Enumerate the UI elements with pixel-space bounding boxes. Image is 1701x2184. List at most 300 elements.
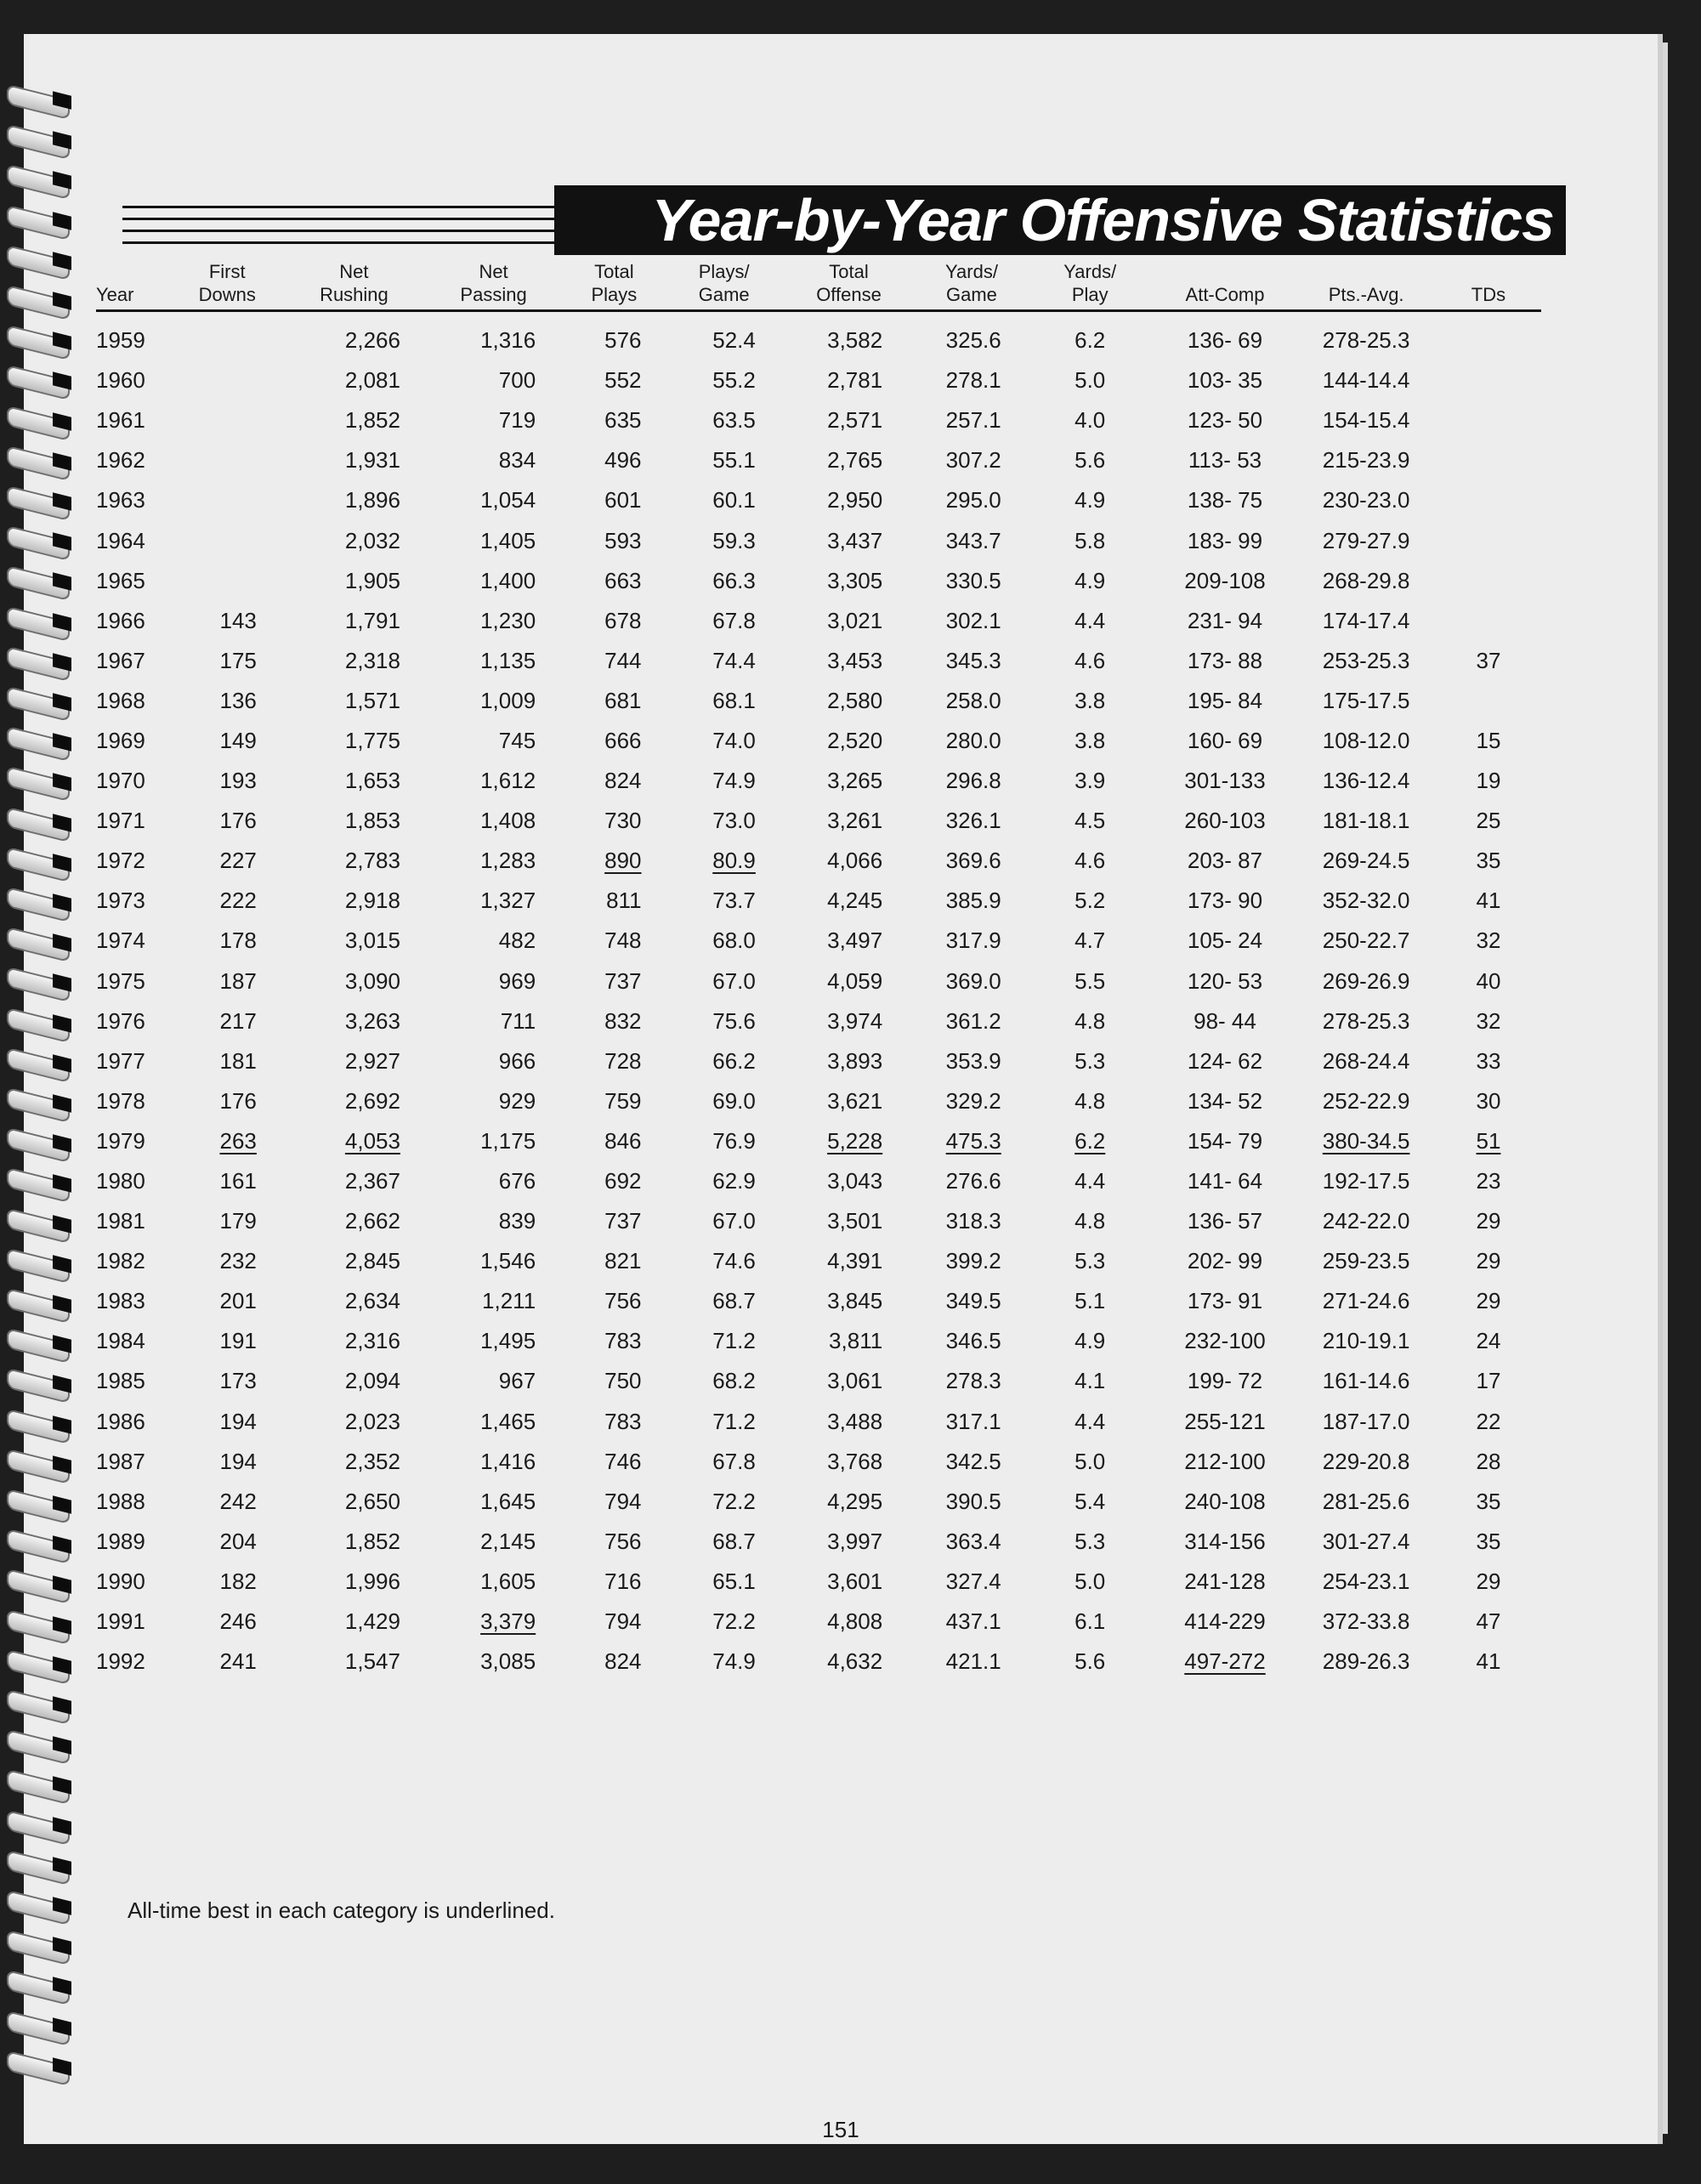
table-cell: 692 (604, 1168, 642, 1194)
table-cell: 210-19.1 (1322, 1328, 1410, 1354)
table-cell: 2,032 (344, 527, 400, 553)
table-cell: 66.2 (712, 1047, 756, 1074)
table-cell: 832 (604, 1007, 642, 1034)
table-cell (1436, 561, 1541, 601)
table-cell: 1,135 (480, 647, 536, 673)
table-cell: 3,601 (827, 1568, 883, 1594)
table-cell: 203- 87 (1187, 848, 1263, 874)
table-cell: 62.9 (712, 1168, 756, 1194)
table-cell: 173 (219, 1368, 257, 1394)
table-cell: 1,896 (344, 487, 400, 513)
table-cell: 5.2 (1074, 888, 1106, 914)
table-cell: 175 (219, 647, 257, 673)
table-cell: 2,781 (827, 367, 883, 394)
table-cell: 1,175 (480, 1127, 536, 1154)
table-cell: 4,059 (827, 967, 883, 994)
table-cell: 1978 (96, 1087, 145, 1114)
table-cell: 258.0 (945, 687, 1001, 713)
table-cell: 318.3 (945, 1208, 1001, 1234)
binding-coil (0, 246, 77, 276)
table-cell: 215-23.9 (1322, 447, 1410, 474)
table-cell: 181-18.1 (1322, 808, 1410, 834)
table-cell: 68.7 (712, 1288, 756, 1314)
table-cell: 783 (604, 1408, 642, 1434)
table-row (96, 520, 1541, 560)
table-cell: 2,318 (344, 647, 400, 673)
table-cell: 51 (1476, 1127, 1501, 1154)
table-cell: 3,893 (827, 1047, 883, 1074)
table-cell: 35 (1476, 1488, 1501, 1514)
table-cell: 1,054 (480, 487, 536, 513)
table-cell: 74.9 (712, 1648, 756, 1675)
table-cell (173, 480, 282, 520)
binding-coil (0, 727, 77, 757)
table-cell: 5.0 (1074, 1568, 1106, 1594)
table-row (96, 1041, 1541, 1081)
table-cell: 1963 (96, 487, 145, 513)
table-cell: 4.5 (1074, 808, 1106, 834)
table-cell: 3,845 (827, 1288, 883, 1314)
table-cell: 66.3 (712, 567, 756, 593)
table-cell: 1,571 (344, 687, 400, 713)
table-cell: 4.8 (1074, 1208, 1106, 1234)
table-cell: 663 (604, 567, 642, 593)
binding-coil (0, 406, 77, 437)
table-cell: 74.6 (712, 1248, 756, 1274)
page-title: Year-by-Year Offensive Statistics (554, 185, 1566, 255)
table-cell: 846 (604, 1127, 642, 1154)
table-cell: 173- 88 (1187, 647, 1263, 673)
table-cell: 1970 (96, 768, 145, 794)
binding-coil (0, 1128, 77, 1159)
table-cell: 4.8 (1074, 1087, 1106, 1114)
table-cell: 369.0 (945, 967, 1001, 994)
table-cell: 352-32.0 (1322, 888, 1410, 914)
table-cell: 1962 (96, 447, 145, 474)
table-cell: 3,021 (827, 607, 883, 633)
table-cell: 794 (604, 1488, 642, 1514)
binding-coil (0, 125, 77, 156)
table-cell: 1976 (96, 1007, 145, 1034)
table-cell: 32 (1476, 927, 1501, 954)
table-cell (173, 400, 282, 440)
table-cell: 278.1 (945, 367, 1001, 394)
table-cell: 4.9 (1074, 487, 1106, 513)
table-cell: 342.5 (945, 1448, 1001, 1474)
table-cell: 280.0 (945, 727, 1001, 753)
table-cell: 1,327 (480, 888, 536, 914)
table-cell: 2,023 (344, 1408, 400, 1434)
table-row (96, 761, 1541, 801)
table-cell: 552 (604, 367, 642, 394)
binding-coil (0, 165, 77, 196)
column-header: Net Passing (426, 260, 561, 311)
table-cell: 4,066 (827, 848, 883, 874)
table-cell: 192-17.5 (1322, 1168, 1410, 1194)
column-header: Year (96, 260, 173, 311)
table-row (96, 1121, 1541, 1161)
table-cell: 179 (219, 1208, 257, 1234)
table-cell: 195- 84 (1187, 687, 1263, 713)
table-cell: 268-29.8 (1322, 567, 1410, 593)
table-cell: 1,653 (344, 768, 400, 794)
binding-coil (0, 1851, 77, 1881)
table-cell: 161-14.6 (1322, 1368, 1410, 1394)
table-row (96, 480, 1541, 520)
table-row (96, 400, 1541, 440)
table-cell: 1,996 (344, 1568, 400, 1594)
binding-coil (0, 286, 77, 316)
table-cell: 700 (498, 367, 536, 394)
table-cell: 1,416 (480, 1448, 536, 1474)
table-cell: 728 (604, 1047, 642, 1074)
table-cell: 1961 (96, 407, 145, 434)
table-cell: 232 (219, 1248, 257, 1274)
table-cell: 329.2 (945, 1087, 1001, 1114)
table-cell: 2,634 (344, 1288, 400, 1314)
table-cell: 1979 (96, 1127, 145, 1154)
table-cell: 278-25.3 (1322, 1007, 1410, 1034)
table-cell: 326.1 (945, 808, 1001, 834)
binding-coil (0, 526, 77, 557)
binding-coil (0, 446, 77, 477)
table-cell: 327.4 (945, 1568, 1001, 1594)
table-cell: 4.4 (1074, 607, 1106, 633)
table-row (96, 1442, 1541, 1482)
table-cell: 5.4 (1074, 1488, 1106, 1514)
table-cell: 601 (604, 487, 642, 513)
table-row (96, 681, 1541, 721)
table-cell: 4.9 (1074, 567, 1106, 593)
table-cell: 17 (1476, 1368, 1501, 1394)
table-cell: 824 (604, 768, 642, 794)
table-cell: 3,501 (827, 1208, 883, 1234)
table-cell: 4.4 (1074, 1408, 1106, 1434)
table-cell: 1973 (96, 888, 145, 914)
table-cell: 1972 (96, 848, 145, 874)
table-cell: 176 (219, 1087, 257, 1114)
table-cell: 330.5 (945, 567, 1001, 593)
table-cell: 1989 (96, 1528, 145, 1554)
table-cell: 232-100 (1184, 1328, 1266, 1354)
table-cell: 1986 (96, 1408, 145, 1434)
table-cell: 108-12.0 (1322, 727, 1410, 753)
table-cell: 839 (498, 1208, 536, 1234)
table-cell: 745 (498, 727, 536, 753)
table-cell: 230-23.0 (1322, 487, 1410, 513)
binding-coil (0, 1168, 77, 1199)
table-cell: 2,316 (344, 1328, 400, 1354)
table-cell: 3.9 (1074, 768, 1106, 794)
table-cell: 2,580 (827, 687, 883, 713)
title-rule (122, 241, 556, 244)
table-cell: 737 (604, 1208, 642, 1234)
table-cell: 174-17.4 (1322, 607, 1410, 633)
table-row (96, 921, 1541, 961)
table-cell: 1965 (96, 567, 145, 593)
table-cell: 4.0 (1074, 407, 1106, 434)
table-cell: 1982 (96, 1248, 145, 1274)
table-row (96, 841, 1541, 881)
table-cell: 1985 (96, 1368, 145, 1394)
table-cell: 67.8 (712, 607, 756, 633)
table-cell (1436, 360, 1541, 400)
table-cell: 1966 (96, 607, 145, 633)
column-header: TDs (1436, 260, 1541, 311)
table-cell: 76.9 (712, 1127, 756, 1154)
table-cell: 269-24.5 (1322, 848, 1410, 874)
table-cell: 2,765 (827, 447, 883, 474)
table-cell: 1987 (96, 1448, 145, 1474)
table-cell: 55.1 (712, 447, 756, 474)
binding-coil (0, 1610, 77, 1641)
table-cell: 178 (219, 927, 257, 954)
table-cell: 255-121 (1184, 1408, 1266, 1434)
column-header: Plays/ Game (667, 260, 781, 311)
table-row (96, 1562, 1541, 1602)
table-cell: 372-33.8 (1322, 1608, 1410, 1635)
table-cell: 3,085 (480, 1648, 536, 1675)
header-row (96, 260, 1541, 311)
table-cell: 1960 (96, 367, 145, 394)
column-header: Net Rushing (282, 260, 426, 311)
table-cell: 1964 (96, 527, 145, 553)
table-cell: 29 (1476, 1208, 1501, 1234)
table-cell: 296.8 (945, 768, 1001, 794)
table-cell (173, 440, 282, 480)
column-header: Pts.-Avg. (1296, 260, 1436, 311)
table-cell: 268-24.4 (1322, 1047, 1410, 1074)
table-cell: 4.8 (1074, 1007, 1106, 1034)
table-cell: 22 (1476, 1408, 1501, 1434)
table-cell: 302.1 (945, 607, 1001, 633)
binding-coil (0, 927, 77, 958)
table-cell: 24 (1476, 1328, 1501, 1354)
table-cell: 231- 94 (1187, 607, 1263, 633)
binding-coil (0, 1770, 77, 1801)
table-cell: 74.9 (712, 768, 756, 794)
table-cell: 3,261 (827, 808, 883, 834)
table-cell: 4,808 (827, 1608, 883, 1635)
table-cell: 4,245 (827, 888, 883, 914)
table-cell: 369.6 (945, 848, 1001, 874)
table-cell: 4,295 (827, 1488, 883, 1514)
table-cell (173, 360, 282, 400)
table-cell: 23 (1476, 1168, 1501, 1194)
table-cell: 821 (604, 1248, 642, 1274)
table-cell: 69.0 (712, 1087, 756, 1114)
table-cell: 71.2 (712, 1328, 756, 1354)
table-cell: 346.5 (945, 1328, 1001, 1354)
table-row (96, 561, 1541, 601)
column-header: Yards/ Play (1027, 260, 1154, 311)
table-cell: 307.2 (945, 447, 1001, 474)
table-cell: 138- 75 (1187, 487, 1263, 513)
column-header: Total Offense (781, 260, 916, 311)
table-cell: 6.1 (1074, 1608, 1106, 1635)
table-cell: 2,094 (344, 1368, 400, 1394)
binding-coil (0, 486, 77, 517)
table-cell: 173- 91 (1187, 1288, 1263, 1314)
binding-coil (0, 1209, 77, 1239)
table-cell: 182 (219, 1568, 257, 1594)
table-cell: 1,400 (480, 567, 536, 593)
table-cell: 160- 69 (1187, 727, 1263, 753)
table-cell: 1974 (96, 927, 145, 954)
table-cell: 5.1 (1074, 1288, 1106, 1314)
table-cell: 3,974 (827, 1007, 883, 1034)
table-cell: 390.5 (945, 1488, 1001, 1514)
title-rule (122, 218, 556, 220)
table-cell: 1,230 (480, 607, 536, 633)
page-edge (1658, 43, 1668, 2134)
table-row (96, 881, 1541, 921)
table-cell: 1,612 (480, 768, 536, 794)
table-cell: 746 (604, 1448, 642, 1474)
table-cell: 72.2 (712, 1488, 756, 1514)
table-cell: 55.2 (712, 367, 756, 394)
table-cell: 65.1 (712, 1568, 756, 1594)
binding-coil (0, 1690, 77, 1721)
table-cell: 2,081 (344, 367, 400, 394)
table-cell: 969 (498, 967, 536, 994)
table-cell: 80.9 (712, 848, 756, 874)
table-cell: 67.0 (712, 1208, 756, 1234)
table-cell: 141- 64 (1187, 1168, 1263, 1194)
binding-coil (0, 1410, 77, 1440)
table-cell: 711 (500, 1007, 536, 1034)
table-cell: 257.1 (945, 407, 1001, 434)
table-cell: 1,775 (344, 727, 400, 753)
table-cell: 227 (219, 848, 257, 874)
table-body (96, 311, 1541, 1682)
table-cell: 73.0 (712, 808, 756, 834)
binding-coil (0, 1931, 77, 1961)
table-cell: 204 (219, 1528, 257, 1554)
table-cell: 73.7 (712, 888, 756, 914)
table-cell: 35 (1476, 848, 1501, 874)
table-cell: 730 (604, 808, 642, 834)
table-cell: 1991 (96, 1608, 145, 1635)
table-cell: 2,145 (480, 1528, 536, 1554)
table-cell: 35 (1476, 1528, 1501, 1554)
binding-coil (0, 1811, 77, 1841)
table-cell: 67.8 (712, 1448, 756, 1474)
table-cell: 212-100 (1184, 1448, 1266, 1474)
table-cell: 260-103 (1184, 808, 1266, 834)
table-cell: 748 (604, 927, 642, 954)
binding-coil (0, 1489, 77, 1520)
table-cell: 576 (604, 327, 642, 354)
table-cell: 68.7 (712, 1528, 756, 1554)
table-cell: 5.8 (1074, 527, 1106, 553)
table-cell: 6.2 (1074, 327, 1106, 354)
table-row (96, 440, 1541, 480)
table-cell: 1,211 (482, 1288, 536, 1314)
table-cell: 1983 (96, 1288, 145, 1314)
table-cell: 1959 (96, 327, 145, 354)
table-cell: 59.3 (712, 527, 756, 553)
table-cell: 5.5 (1074, 967, 1106, 994)
table-cell: 834 (498, 447, 536, 474)
table-cell: 123- 50 (1187, 407, 1263, 434)
binding-coil (0, 566, 77, 597)
table-cell: 343.7 (945, 527, 1001, 553)
table-cell: 4.6 (1074, 647, 1106, 673)
table-cell: 229-20.8 (1322, 1448, 1410, 1474)
binding-coil (0, 1329, 77, 1359)
table-row (96, 1642, 1541, 1682)
binding-coil (0, 1289, 77, 1319)
table-cell: 3,488 (827, 1408, 883, 1434)
table-cell: 281-25.6 (1322, 1488, 1410, 1514)
table-cell: 176 (219, 808, 257, 834)
table-cell: 41 (1476, 1648, 1501, 1675)
table-cell: 2,367 (344, 1168, 400, 1194)
table-cell: 345.3 (945, 647, 1001, 673)
table-cell: 194 (219, 1448, 257, 1474)
binding-coil (0, 967, 77, 998)
table-row (96, 1482, 1541, 1522)
table-cell: 3,263 (344, 1007, 400, 1034)
table-cell: 4,053 (344, 1127, 400, 1154)
table-cell: 1969 (96, 727, 145, 753)
table-cell: 1984 (96, 1328, 145, 1354)
table-cell: 666 (604, 727, 642, 753)
table-cell: 482 (498, 927, 536, 954)
table-cell: 98- 44 (1194, 1007, 1256, 1034)
table-cell: 475.3 (945, 1127, 1001, 1154)
table-cell: 33 (1476, 1047, 1501, 1074)
table-cell: 175-17.5 (1322, 687, 1410, 713)
table-cell (1436, 681, 1541, 721)
table-cell: 254-23.1 (1322, 1568, 1410, 1594)
table-cell: 716 (604, 1568, 642, 1594)
table-cell: 5.3 (1074, 1248, 1106, 1274)
table-cell: 193 (219, 768, 257, 794)
table-cell (1436, 480, 1541, 520)
table-cell: 353.9 (945, 1047, 1001, 1074)
table-cell: 68.0 (712, 927, 756, 954)
table-cell: 2,650 (344, 1488, 400, 1514)
binding-coil (0, 767, 77, 797)
table-cell: 29 (1476, 1288, 1501, 1314)
table-cell: 41 (1476, 888, 1501, 914)
table-cell: 325.6 (945, 327, 1001, 354)
table-row (96, 1081, 1541, 1121)
table-cell: 68.2 (712, 1368, 756, 1394)
binding-coil (0, 1048, 77, 1079)
table-cell: 124- 62 (1187, 1047, 1263, 1074)
table-row (96, 641, 1541, 681)
column-header: Att-Comp (1154, 260, 1297, 311)
table-cell: 363.4 (945, 1528, 1001, 1554)
table-cell: 759 (604, 1087, 642, 1114)
table-cell: 890 (604, 848, 642, 874)
table-cell: 187 (219, 967, 257, 994)
table-row (96, 1402, 1541, 1442)
table-cell: 136-12.4 (1322, 768, 1410, 794)
table-cell: 4,391 (827, 1248, 883, 1274)
column-header: Total Plays (561, 260, 666, 311)
table-row (96, 1522, 1541, 1562)
table-cell: 3,621 (827, 1087, 883, 1114)
table-cell: 3,043 (827, 1168, 883, 1194)
table-cell: 399.2 (945, 1248, 1001, 1274)
table-cell: 60.1 (712, 487, 756, 513)
table-cell: 3,090 (344, 967, 400, 994)
offense-stats-table (96, 260, 1541, 1682)
